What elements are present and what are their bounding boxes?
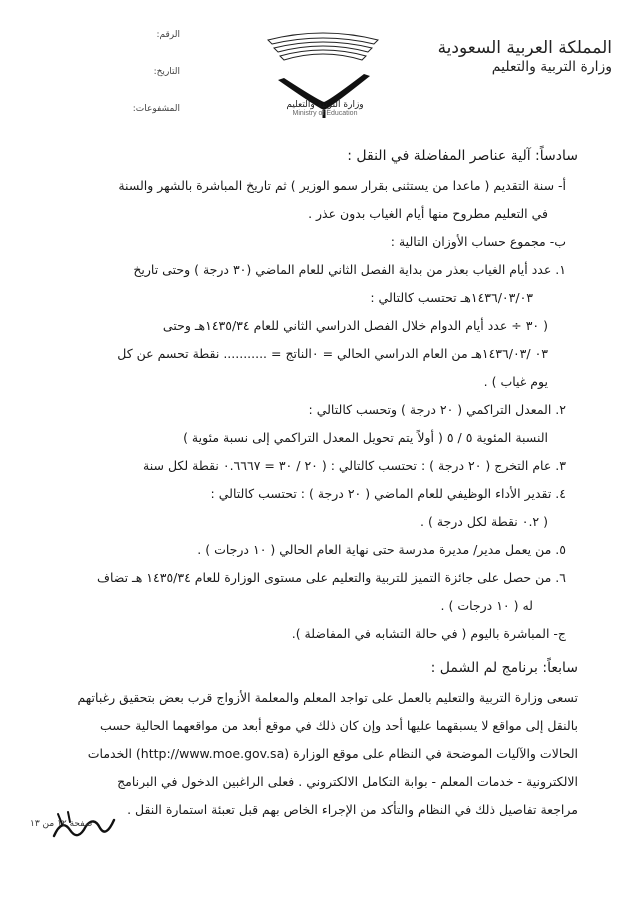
date-label: التاريخ: (153, 67, 180, 77)
section-7-line-2: بالنقل إلى مواقع لا يسبقهما عليها أحد وإن كان ذلك في موقع أبعد من مواقعهما الحالية حسب (99, 718, 578, 733)
section-7-line-3-after: الخدمات (87, 746, 132, 761)
weight-5: ٥. من يعمل مدير/ مديرة مدرسة حتى نهاية العام الحالي ( ١٠ درجات ) . (197, 542, 566, 557)
section-7-line-1: تسعى وزارة التربية والتعليم بالعمل على تواجد المعلم والمعلمة الأزواج قرب بعض بتحقيق رغباتهم (77, 690, 578, 705)
ref-number-label: الرقم: (156, 30, 180, 40)
section-7-line-4: الالكترونية - خدمات المعلم - بوابة التكامل الالكتروني . فعلى الراغبين الدخول في البرنامج (117, 774, 578, 789)
weight-1-line-2: ١٤٣٦/٠٣/٠٣هـ تحتسب كالتالي : (370, 290, 533, 305)
section-7-line-3-before: الحالات والآليات الموضحة في النظام على موقع الوزارة (293, 746, 578, 761)
section-7-line-5: مراجعة تفاصيل ذلك في النظام والتأكد من الإجراء الخاص بهم قبل تعبئة استمارة النقل . (127, 802, 578, 817)
weight-4-line-2: ( ٠.٢ نقطة لكل درجة ) . (420, 514, 548, 529)
item-a-line-1: أ- سنة التقديم ( ماعدا من يستثنى بقرار سمو الوزير ) ثم تاريخ المباشرة بالشهر والسنة (118, 178, 566, 193)
page-number: صفحة ١٢ من ١٣ (30, 819, 93, 829)
weight-1-line-1: ١. عدد أيام الغياب بعذر من بداية الفصل الثاني للعام الماضي (٣٠ درجة ) وحتى تاريخ (133, 262, 566, 277)
weight-1-line-3: ( ٣٠ ÷ عدد أيام الدوام خلال الفصل الدراسي الثاني للعام ١٤٣٥/٣٤هـ وحتى (162, 318, 548, 333)
item-b: ب- مجموع حساب الأوزان التالية : (390, 234, 566, 249)
section-7-line-3 (38, 740, 578, 768)
letterhead-right (438, 38, 612, 76)
weight-1-line-5: يوم غياب ) . (483, 374, 548, 389)
logo-caption (280, 100, 370, 117)
weight-6-line-2: له ( ١٠ درجات ) . (440, 598, 533, 613)
weight-4-line-1: ٤. تقدير الأداء الوظيفي للعام الماضي ( ٢٠ درجة ) : تحتسب كالتالي : (210, 486, 566, 501)
letterhead-meta (120, 30, 180, 141)
document-body (38, 140, 578, 824)
ministry-url-link[interactable]: (http://www.moe.gov.sa) (135, 746, 290, 761)
item-c: ج- المباشرة باليوم ( في حالة التشابه في المفاضلة ). (291, 626, 566, 641)
weight-2-line-2: النسبة المئوية ٥ / ٥ ( أولاً يتم تحويل المعدل التراكمي إلى نسبة مئوية ) (183, 430, 548, 445)
section-7-title: سابعاً: برنامج لم الشمل : (430, 660, 578, 676)
logo-caption-ar: وزارة التربية والتعليم (286, 100, 364, 110)
kingdom-name: المملكة العربية السعودية (437, 38, 612, 58)
item-a-line-2: في التعليم مطروح منها أيام الغياب بدون عذر . (308, 206, 548, 221)
weight-2-line-1: ٢. المعدل التراكمي ( ٢٠ درجة ) وتحسب كالتالي : (308, 402, 566, 417)
ministry-name: وزارة التربية والتعليم (491, 59, 612, 75)
weight-3: ٣. عام التخرج ( ٢٠ درجة ) : تحتسب كالتالي : ( ٢٠ / ٣٠ = ٠.٦٦٦٧ نقطة لكل سنة (143, 458, 566, 473)
section-6-title: سادساً: آلية عناصر المفاضلة في النقل : (347, 148, 578, 164)
logo-caption-en: Ministry of Education (292, 110, 358, 117)
attachments-label: المشفوعات: (132, 104, 180, 114)
weight-6-line-1: ٦. من حصل على جائزة التميز للتربية والتعليم على مستوى الوزارة للعام ١٤٣٥/٣٤ هـ تضاف (97, 570, 566, 585)
weight-1-line-4: ٠٣ /١٤٣٦/٠٣هـ من العام الدراسي الحالي = ٠الناتج = ........... نقطة تحسم عن كل (117, 346, 548, 361)
